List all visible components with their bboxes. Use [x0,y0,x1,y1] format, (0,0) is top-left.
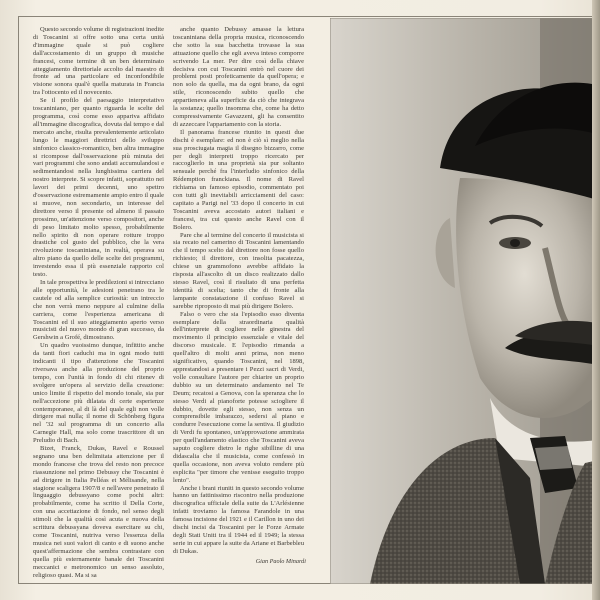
paragraph: In tale prospettiva le predilezioni si intrecciano alle opportunità, le adesioni penetrano tra le cautele od alla semplice curiosità: un intreccio che non verrà meno neppure al culmine della carriera, come l'esperienza americana di Toscanini ed il suo atteggiamento aperto verso musicisti del nuovo mondo di gran successo, da Gershwin a Grofé, dimostrano. [33,279,164,342]
paragraph: Se il profilo del paesaggio interpretativo toscaniniano, per quanto riguarda le scelte del programma, così come esso appariva affidato all'immagine discografica, dovuta dal tempo e dal mercato anche, risulta prevalentemente articolato lungo le maggiori direttrici dello sviluppo sinfonico classico-romantico, ben altra immagine si ricompose dall'osservazione più minuta dei vari programmi che sono andati accumulandosi e sedimentandosi nella lunghissima carriera del nostro interprete. Si scopre infatti, soprattutto nei lavori dei primi decenni, uno spettro d'osservazione estremamente ampio entro il quale si muove, non secondario, un interesse del direttore verso il presente od almeno il passato prossimo, un'attenzione verso compositori, anche di peso limitato molto spesso, probabilmente nello spirito di non operare rotture troppo drastiche col gusto del pubblico, che la vera rivoluzione toscaniniana, in realtà, operava su altro piano da quello delle scelte dei programmi, investendo essa il più essenziale rapporto col testo. [33,97,164,279]
sleeve-edge [592,0,600,600]
text-column-left [33,26,164,579]
portrait-photo [330,18,600,584]
author-signature: Gian Paolo Minardi [255,558,306,565]
paragraph: Bizet, Franck, Dukas, Ravel e Roussel segnano una ben delimitata attenzione per il mondo francese che trova del resto non precoce riassunzione nel primo Debussy che Toscanini è ad dirigere in Italia Pelléas et Mélisande, nella stagione scaligera 1907/8 e nell'avere penetrato il linguaggio debussyano come pochi altri: probabilmente, come ha scritto il Della Corte, con una accettazione di fondo, nel senso degli stimoli che la qualità così acuta e nuova della scrittura debussyana doveva esercitare su chi, come Toscanini, nutriva verso l'essenza della musica nei suoi valori di canto e di suono anche quest'affermazione che sembra contrastare con quella più esternamente banale dei Toscanini meccanici e metronomico un senso assoluto, religioso quasi. Ma si sa [33,445,164,579]
paragraph: Un quadro vuoissimo dunque, infittito anche da tanti fiori caduchi ma in ogni modo tutti indicanti il tipo d'attenzione che Toscanini riversava anche alla produzione del proprio tempo, con l'unità in fondo di chi ritenev di svolgere un'opera al servizio della creazione: unico limite il rispetto del mondo tonale, sia pur nell'accezione più dilatata di certe esperienze contemporanee, al di là del quale egli non volle dirigere mai nulla; il nome di Schönberg figura nel '32 sul programma di un concerto alla Carnegie Hall, ma solo come trascrittore di un Preludio di Bach. [33,342,164,445]
paragraph: Il panorama francese riunito in questi due dischi è esemplare: ed non è ciò sì meglio nella sua prosciugata magia il disegno bizzarro, come per degli interpreti troppo ricercato per raccoglierlo in una proprietà sia pur soltanto sensuale perché fra l'interludio sinfonico della Rédemption franckiana. Il nome di Ravel richiama un famoso episodio, commentato poi con tutti gli inevitabili arricciamenti del caso: capitato a Parigi nel '33 dopo il concerto in cui Toscanini aveva accostato autori italiani e francesi, tra cui questo anche Ravel con il Bolero. [173,128,304,231]
paragraph: Anche i brani riuniti in questo secondo volume hanno un fattinissimo riscontro nella produzione discografica ufficiale della suite da L'Arlésienne infatti troviamo la famosa Farandole in una famosa incisione del 1921 e il Carillon in uno dei dischi incisi da Toscanini per le Forze Armate degli Stati Uniti tra il 1944 ed il 1949; la stessa serie in cui appare la suite da Ariane et Barbebleu di Dukas. [173,484,304,555]
portrait-illustration [330,18,600,584]
paragraph: Falso o vero che sia l'episodio esso diventa esemplare della straordinaria qualità dell'interprete di cogliere nelle ginestra del movimento il principio essenziale e vitale del discorso musicale. E l'episodio rimanda a quell'altro di molti anni prima, non meno significativo, quando Toscanini, nel 1898, apprestandosi a presentare i Pezzi sacri di Verdi, volle consultare l'autore per chiarire un proprio dubbio su un determinato andamento nel Te Deum; recatosi a Genova, con la speranza che lo stesso Verdi al pianoforte potesse sciogliere il dubbio, dovette egli stesso, non senza un comprensibile imbarazzo, sedersi al piano e condurre l'esecuzione come la sentiva. Il giudizio di Verdi fu spontaneo, un'approvazione ammirata per quell'andamento elastico che Toscanini aveva saputo cogliere dietro le righe sibilline di una didascalia che il musicista, come confessò in quella occasione, non aveva voluto rendere più esplicita "per timore che venisse eseguito troppo lento". [173,310,304,484]
paragraph: anche quanto Debussy amasse la lettura toscaniniana della propria musica, riconoscendo che sotto la sua bacchetta trovasse la sua attuazione quello che egli aveva inteso comporre scrivendo La mer. Per dire così della chiave decisiva con cui Toscanini entrò nel cuore dei problemi posti profeticamente da quell'opera; e non solo da quella, ma da ogni brano, da ogni stile, riconoscendo subito quello che appartieneva alla superficie da ciò che integrava la sostanza; quello insomma che, come ha detto compressivamente Gavazzeni, gli ha consentito di azzeccare l'appartamento con la storia. [173,26,304,128]
paragraph: Pare che al termine del concerto il musicista si sia recato nel camerino di Toscanini lamentando che il tempo scelto dal direttore non fosse quello richiesto; il direttore, con insolita pacatezza, chiese un grammofono avrebbe affidato la risposta all'ascolto di un disco realizzato dallo stesso Ravel, così il risultato di una perfetta identità di scelta; tanto che di fronte alla lampante constatazione il confuso Ravel si sarebbe riproposto di mai più dirigere Bolero. [173,231,304,310]
text-column-right [173,26,304,556]
paragraph: Questo secondo volume di registrazioni inedite di Toscanini si offre sotto una certa unità d'immagine quale si può cogliere dall'accostamento di un gruppo di musiche francesi, come termine di un ben determinato atteggiamento direttoriale accolto dal maestro di fronte ad una particolare ed inconfondibile visione sonora qual'è quella maturata in Francia tra l'ottocento ed il novecento. [33,26,164,97]
